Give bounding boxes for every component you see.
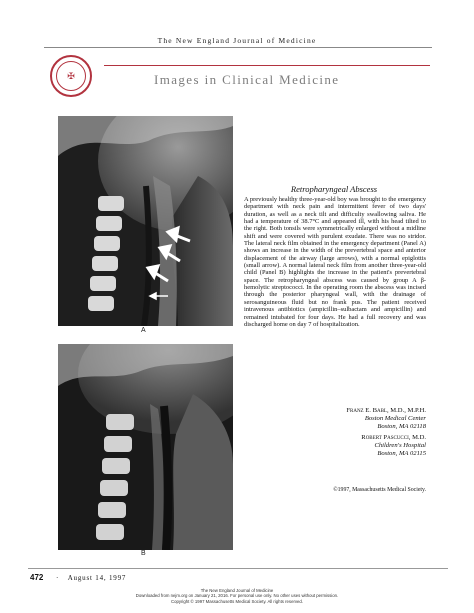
journal-header: The New England Journal of Medicine bbox=[157, 36, 317, 45]
article-body: A previously healthy three-year-old boy was brought to the emergency department with neck pain and intermittent fever of two days' duration, as well as a neck tilt and difficulty swallowing saliva. He had a temperature of 38.7°C and appeared ill, with his head tilted to the right. Both tonsils were symmetrically enlarged without a midline shift and were covered with purulent exudate. There was no stridor. The lateral neck film obtained in the emergency department (Panel A) shows an increase in the width of the prevertebral space and anterior displacement of the airway (large arrows), with a normal epiglottis (small arrow). A normal lateral neck film from another three-year-old child (Panel B) highlights the increase in the patient's prevertebral space. The retropharyngeal abscess was caused by group A β-hemolytic streptococci. In the operating room the abscess was incised through the posterior pharyngeal wall, with the drainage of serosanguineous fluid but no frank pus. The patient received intravenous antibiotics (ampicillin–sulbactam and ampicillin) and remained intubated for four days. He had a full recovery and was discharged home on day 7 of hospitalization. bbox=[244, 196, 426, 328]
author-name: Franz E. Babl, M.D., M.P.H. bbox=[346, 407, 426, 414]
radiograph-a-image bbox=[58, 116, 233, 326]
journal-seal-logo bbox=[50, 55, 92, 97]
copyright-notice: ©1997, Massachusetts Medical Society. bbox=[333, 487, 426, 493]
author-location: Boston, MA 02118 bbox=[377, 422, 426, 430]
radiograph-b-image bbox=[58, 344, 233, 550]
author-location: Boston, MA 02115 bbox=[377, 449, 426, 457]
notice-line: Copyright © 1997 Massachusetts Medical Society. All rights reserved. bbox=[170, 598, 304, 604]
airway bbox=[164, 406, 168, 550]
footer-separator: · bbox=[56, 574, 60, 582]
issue-date: August 14, 1997 bbox=[67, 574, 127, 582]
issue-date-line bbox=[56, 574, 126, 582]
author-block bbox=[346, 407, 426, 430]
author-institution: Boston Medical Center bbox=[364, 414, 426, 422]
radiograph-panel-a bbox=[58, 116, 233, 326]
seal-cross-icon: ✠ bbox=[56, 61, 86, 91]
section-title: Images in Clinical Medicine bbox=[154, 72, 340, 87]
article-title: Retropharyngeal Abscess bbox=[290, 184, 378, 194]
header-rule bbox=[44, 47, 432, 48]
author-institution: Children's Hospital bbox=[374, 441, 426, 449]
section-rule bbox=[104, 65, 430, 66]
notice-line: Downloaded from nejm.org on January 21, 2016. For personal use only. No other uses without permission. bbox=[135, 593, 339, 599]
panel-label-b: B bbox=[141, 550, 146, 557]
author-name: Robert Pascucci, M.D. bbox=[361, 434, 426, 441]
author-block bbox=[361, 434, 426, 457]
footer-rule bbox=[28, 568, 448, 569]
notice-line: The New England Journal of Medicine bbox=[200, 588, 274, 593]
panel-label-a: A bbox=[141, 327, 146, 334]
radiograph-panel-b bbox=[58, 344, 233, 550]
page-number: 472 bbox=[30, 573, 44, 582]
download-notice bbox=[0, 588, 474, 604]
